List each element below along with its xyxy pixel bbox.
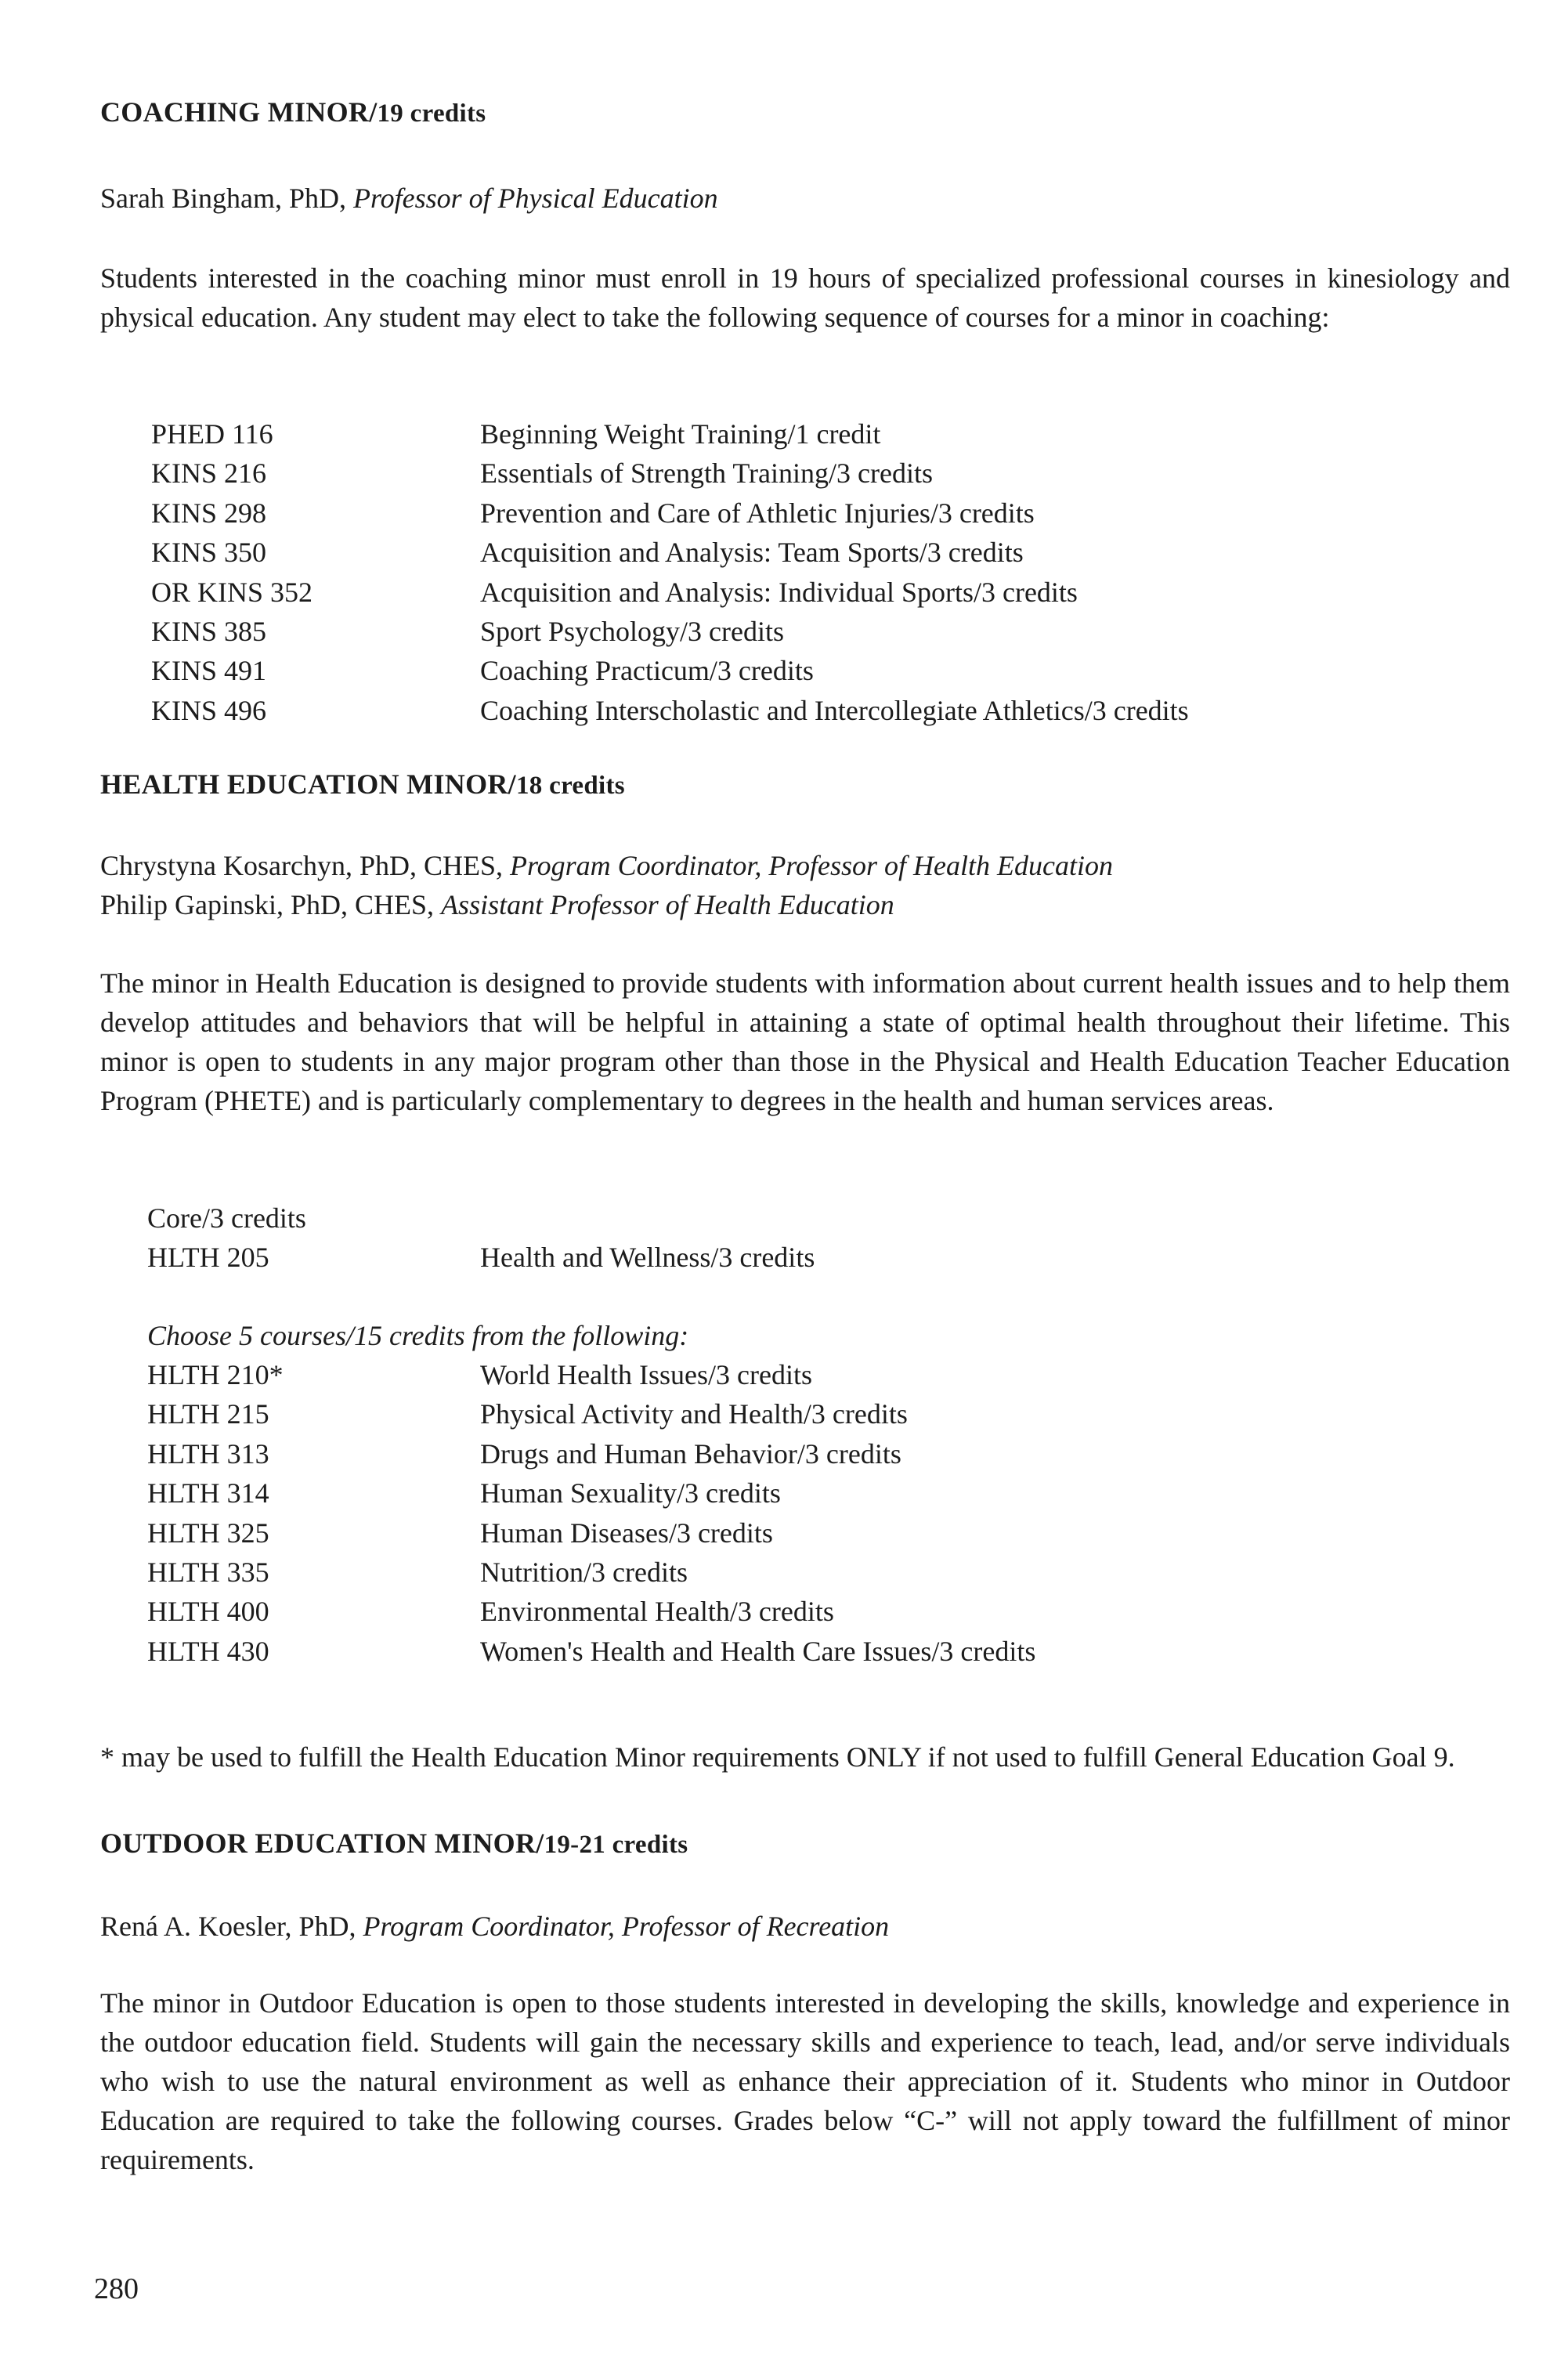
health-description: The minor in Health Education is designed to provide students with information about current health issues and to help them develop attitudes and behaviors that will be helpful in attaining a state of optimal health throughout their lifetime. This minor is open to students in any major program other than those in the Physical and Health Education Teacher Education Program (PHETE) and is particularly complementary to degrees in the health and human services areas. [100,967,1510,1116]
outdoor-heading: OUTDOOR EDUCATION MINOR/19-21 credits [100,1828,688,1859]
health-staff-list [100,846,1510,924]
health-elective-list [147,1355,1479,1671]
health-footnote: * may be used to fulfill the Health Education Minor requirements ONLY if not used to fulfill General Education Goal 9. [100,1741,1455,1773]
health-core-course [147,1238,1479,1277]
coaching-course-list [151,414,1483,730]
coaching-heading: COACHING MINOR/19 credits [100,96,486,128]
course-row: HLTH 325 Human Diseases/3 credits [147,1517,773,1549]
course-row: KINS 298 Prevention and Care of Athletic Injuries/3 credits [151,497,1035,529]
course-row: HLTH 335 Nutrition/3 credits [147,1556,688,1588]
course-row: HLTH 215 Physical Activity and Health/3 credits [147,1398,908,1430]
coaching-staff: Sarah Bingham, PhD, Professor of Physical Education [100,183,718,214]
course-row: KINS 216 Essentials of Strength Training/3 credits [151,457,933,490]
course-row: HLTH 400 Environmental Health/3 credits [147,1596,834,1628]
course-row: OR KINS 352 Acquisition and Analysis: Individual Sports/3 credits [151,576,1078,608]
outdoor-staff: Rená A. Koesler, PhD, Program Coordinator, Professor of Recreation [100,1911,890,1942]
outdoor-description: The minor in Outdoor Education is open to those students interested in developing the skills, knowledge and experience in the outdoor education field. Students will gain the necessary skills and experience to teach, lead, and/or serve individuals who wish to use the natural environment as well as enhance their appreciation of it. Students who minor in Outdoor Education are required to take the following courses. Grades below “C-” will not apply toward the fulfillment of minor requirements. [100,1987,1510,2175]
course-row: HLTH 430 Women's Health and Health Care Issues/3 credits [147,1635,1036,1667]
course-row: PHED 116 Beginning Weight Training/1 credit [151,418,881,450]
course-row: KINS 385 Sport Psychology/3 credits [151,615,784,647]
health-choose-label: Choose 5 courses/15 credits from the following: [147,1320,689,1351]
health-staff-item: Chrystyna Kosarchyn, PhD, CHES, Program Coordinator, Professor of Health Education [100,850,1113,881]
course-row: HLTH 210* World Health Issues/3 credits [147,1359,813,1390]
health-staff-item: Philip Gapinski, PhD, CHES, Assistant Professor of Health Education [100,889,894,920]
course-row: HLTH 313 Drugs and Human Behavior/3 credits [147,1437,901,1470]
page-number: 280 [94,2272,139,2305]
course-row: KINS 496 Coaching Interscholastic and Intercollegiate Athletics/3 credits [151,694,1189,726]
coaching-description: Students interested in the coaching minor must enroll in 19 hours of specialized professional courses in kinesiology and physical education. Any student may elect to take the following sequence of courses for a minor in coaching: [100,262,1510,333]
course-row: HLTH 314 Human Sexuality/3 credits [147,1477,781,1509]
course-row: KINS 350 Acquisition and Analysis: Team Sports/3 credits [151,537,1024,569]
course-row: HLTH 205 Health and Wellness/3 credits [147,1242,815,1273]
health-heading: HEALTH EDUCATION MINOR/18 credits [100,768,625,800]
health-core-label: Core/3 credits [147,1202,306,1234]
course-row: KINS 491 Coaching Practicum/3 credits [151,655,814,687]
